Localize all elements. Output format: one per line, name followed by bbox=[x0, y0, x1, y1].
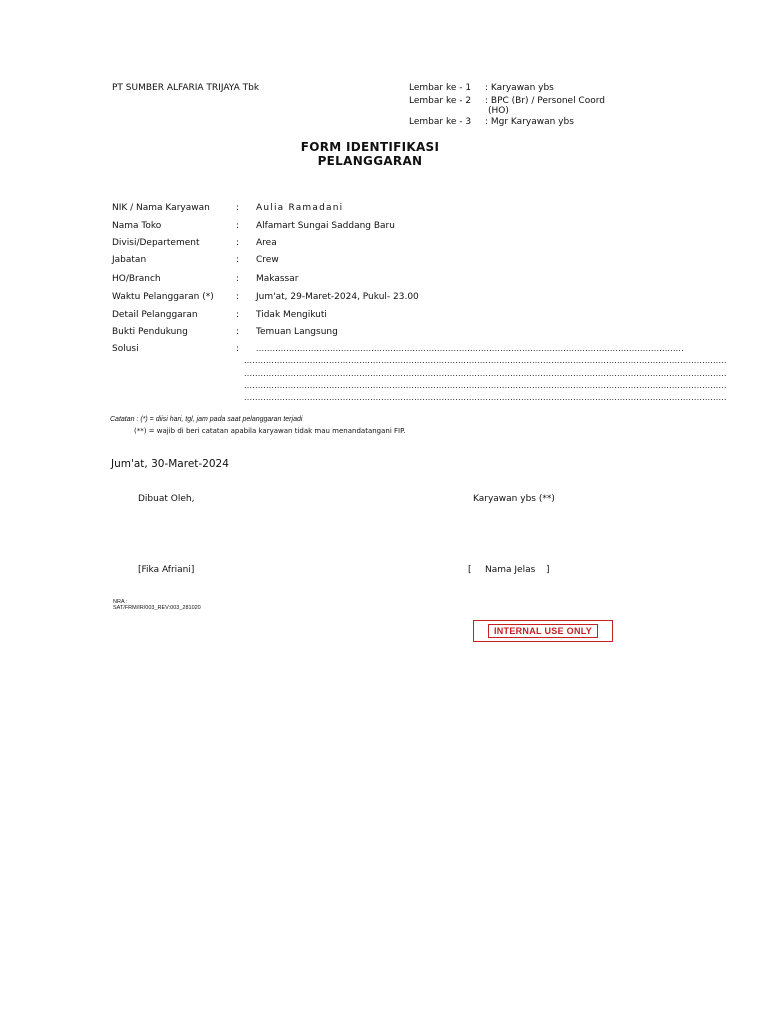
form-title-line2: PELANGGARAN bbox=[317, 154, 423, 168]
field-colon: : bbox=[236, 238, 240, 248]
field-colon: : bbox=[236, 310, 240, 320]
employee-signature-label: Karyawan ybs (**) bbox=[473, 494, 555, 504]
field-colon: : bbox=[236, 203, 240, 213]
solution-dotted-line: ................................................................................................................................................................................ bbox=[244, 369, 727, 378]
field-value-position: Crew bbox=[256, 255, 279, 265]
field-value-violation-time: Jum'at, 29-Maret-2024, Pukul- 23.00 bbox=[256, 292, 419, 302]
field-colon: : bbox=[236, 327, 240, 337]
internal-use-stamp bbox=[473, 620, 613, 642]
field-label-store: Nama Toko bbox=[112, 221, 162, 231]
field-label-branch: HO/Branch bbox=[112, 274, 161, 284]
solution-dotted-line: ................................................................................................................................................................................ bbox=[244, 393, 727, 402]
field-colon: : bbox=[236, 221, 240, 231]
copy-label-3: Lembar ke - 3 bbox=[409, 117, 472, 127]
field-label-violation-time: Waktu Pelanggaran (*) bbox=[112, 292, 214, 302]
made-by-label: Dibuat Oleh, bbox=[138, 494, 195, 504]
field-label-position: Jabatan bbox=[112, 255, 147, 265]
field-label-division: Divisi/Departement bbox=[112, 238, 200, 248]
employee-name-bracket-close: ] bbox=[546, 565, 550, 575]
employee-name: Nama Jelas bbox=[485, 565, 536, 575]
field-label-solution: Solusi bbox=[112, 344, 139, 354]
copy-value-2: : BPC (Br) / Personel Coord bbox=[485, 96, 605, 106]
field-colon: : bbox=[236, 344, 240, 354]
field-value-violation-detail: Tidak Mengikuti bbox=[256, 310, 327, 320]
field-colon: : bbox=[236, 292, 240, 302]
field-value-solution: ............................................................................................................................................................ bbox=[256, 344, 684, 353]
nra-label: NRA : bbox=[113, 599, 128, 605]
field-value-branch: Makassar bbox=[256, 274, 299, 284]
form-title bbox=[220, 140, 520, 168]
document-date: Jum'at, 30-Maret-2024 bbox=[111, 458, 229, 470]
solution-dotted-line: ................................................................................................................................................................................ bbox=[244, 356, 727, 365]
made-by-name: [Fika Afriani] bbox=[138, 565, 195, 575]
copy-value-2-cont: (HO) bbox=[488, 106, 509, 116]
note-line-2: (**) = wajib di beri catatan apabila karyawan tidak mau menandatangani FIP. bbox=[134, 427, 406, 435]
field-value-evidence: Temuan Langsung bbox=[256, 327, 338, 337]
field-value-store: Alfamart Sungai Saddang Baru bbox=[256, 221, 395, 231]
form-title-line1: FORM IDENTIFIKASI bbox=[300, 140, 440, 154]
company-name: PT SUMBER ALFARIA TRIJAYA Tbk bbox=[112, 83, 260, 93]
note-line-1: Catatan : (*) = diisi hari, tgl, jam pada saat pelanggaran terjadi bbox=[110, 416, 303, 423]
internal-use-stamp-text: INTERNAL USE ONLY bbox=[488, 624, 598, 638]
copy-value-1: : Karyawan ybs bbox=[485, 83, 554, 93]
field-label-nik: NIK / Nama Karyawan bbox=[112, 203, 210, 213]
field-label-violation-detail: Detail Pelanggaran bbox=[112, 310, 198, 320]
solution-dotted-line: ................................................................................................................................................................................ bbox=[244, 381, 727, 390]
field-colon: : bbox=[236, 255, 240, 265]
copy-value-3: : Mgr Karyawan ybs bbox=[485, 117, 574, 127]
nra-code: SAT/FRM/IR/003_REV:003_281020 bbox=[113, 605, 201, 611]
employee-name-bracket-open: [ bbox=[468, 565, 472, 575]
field-value-division: Area bbox=[256, 238, 277, 248]
field-label-evidence: Bukti Pendukung bbox=[112, 327, 188, 337]
copy-label-1: Lembar ke - 1 bbox=[409, 83, 472, 93]
field-colon: : bbox=[236, 274, 240, 284]
copy-label-2: Lembar ke - 2 bbox=[409, 96, 472, 106]
field-value-nik: Aulia Ramadani bbox=[256, 203, 344, 213]
